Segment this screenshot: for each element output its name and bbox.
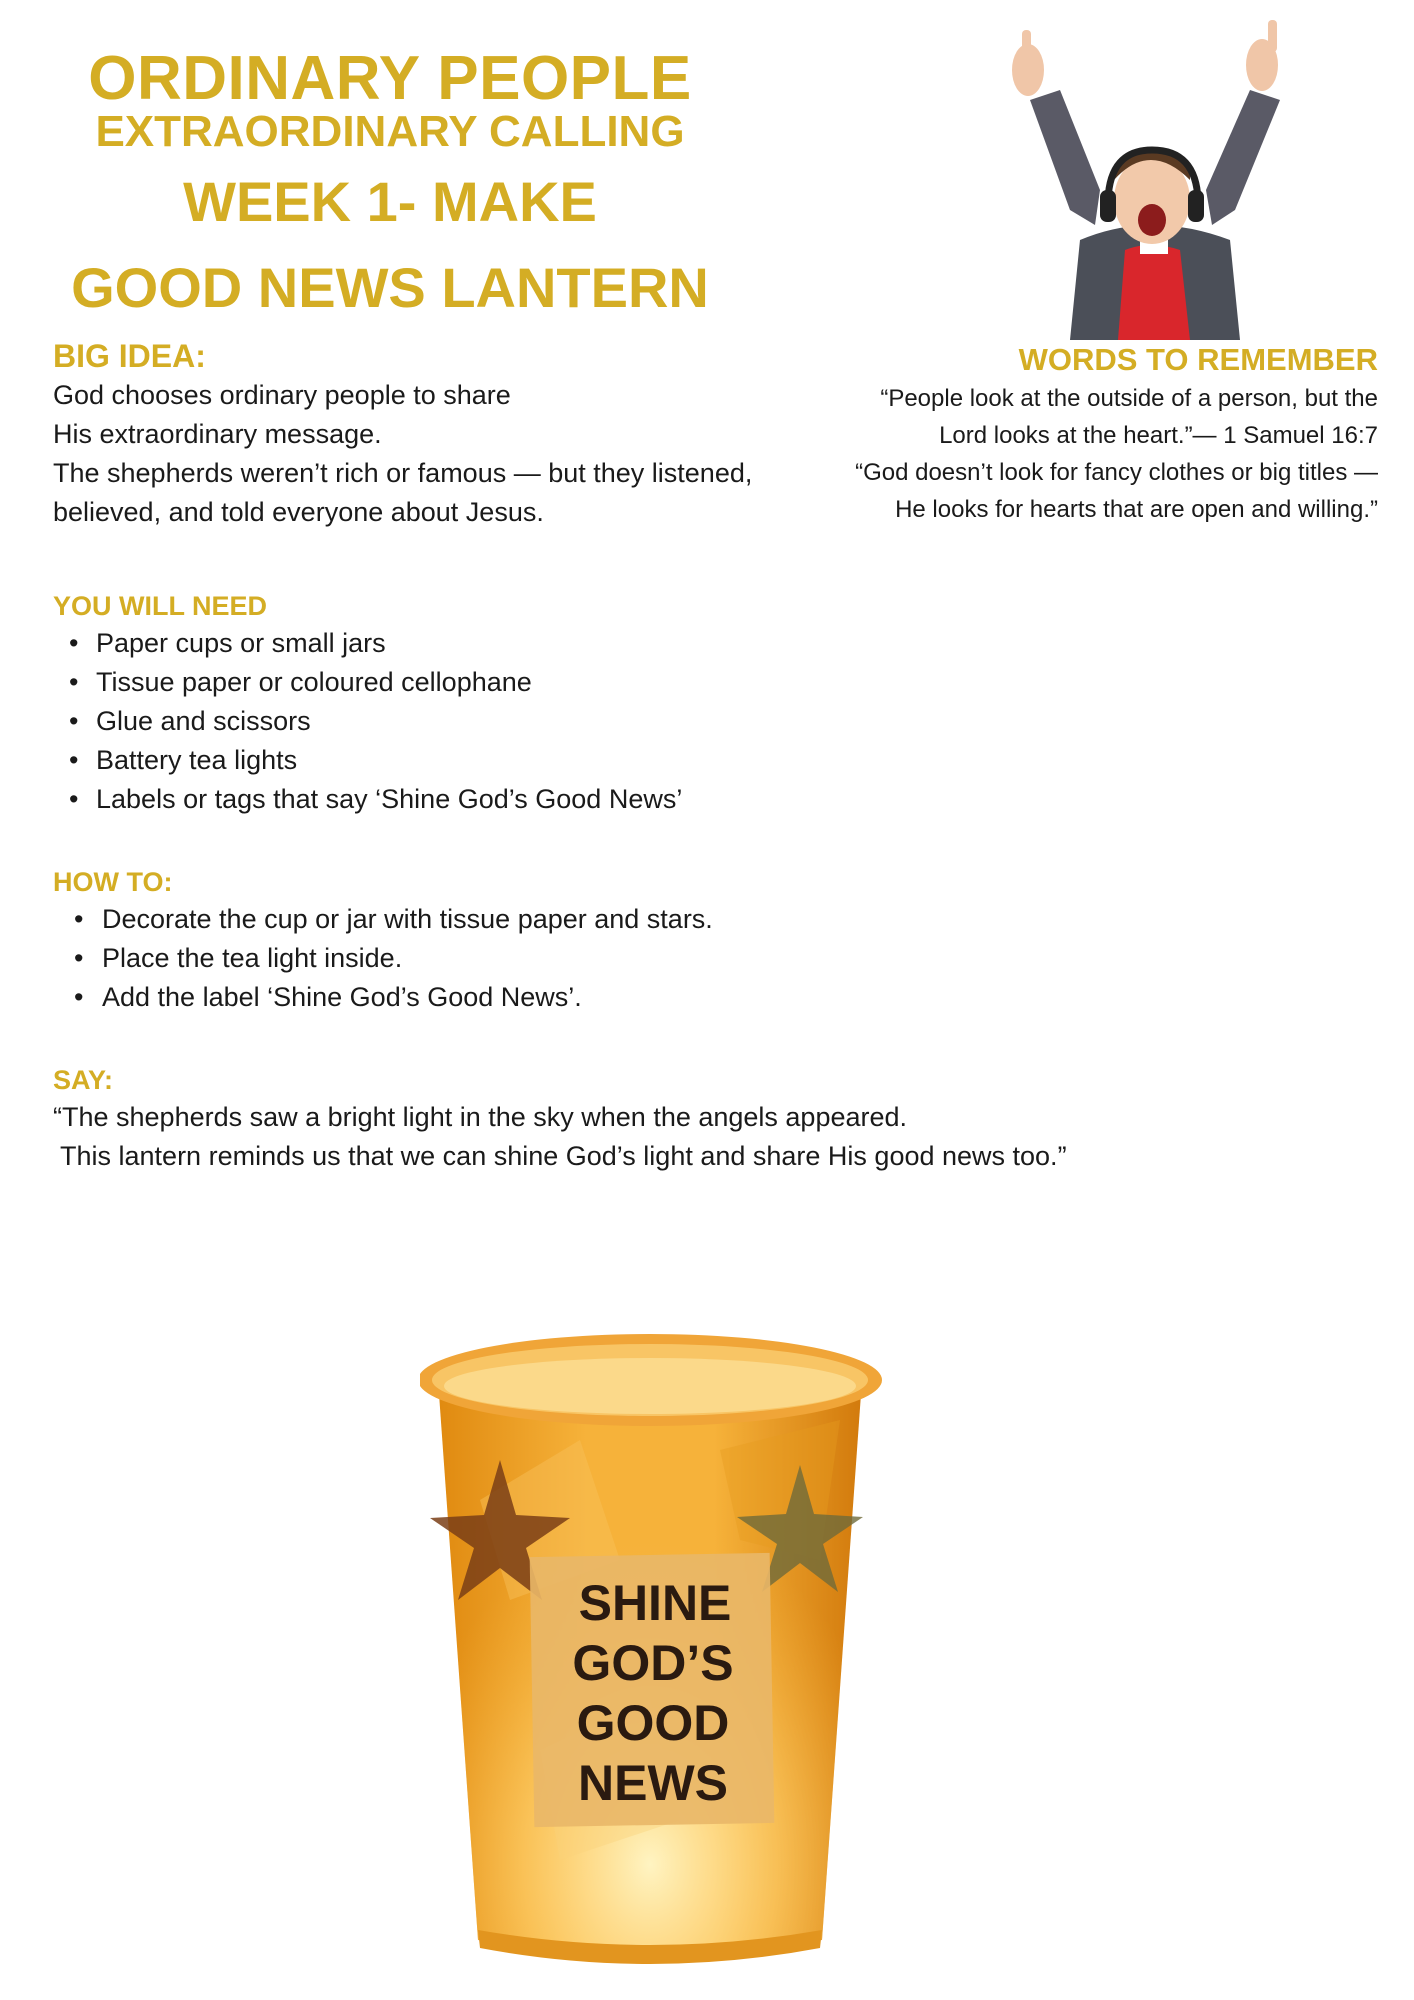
memory-verse-line: He looks for hearts that are open and willing.” xyxy=(895,496,1378,523)
list-item: • Place the tea light inside. xyxy=(53,939,713,978)
list-item: • Glue and scissors xyxy=(53,702,682,741)
lantern-label-line: NEWS xyxy=(578,1755,728,1811)
how-to-section xyxy=(53,864,713,1017)
list-item: • Battery tea lights xyxy=(53,741,682,780)
words-to-remember-section xyxy=(738,340,1378,528)
big-idea-heading: BIG IDEA: xyxy=(53,338,206,374)
list-item: • Tissue paper or coloured cellophane xyxy=(53,663,682,702)
big-idea-line: God chooses ordinary people to share xyxy=(53,380,511,410)
say-heading: SAY: xyxy=(53,1065,114,1095)
lantern-label-line: GOOD xyxy=(576,1695,730,1751)
lantern-label-line: SHINE xyxy=(578,1575,732,1631)
page-title xyxy=(50,44,730,320)
you-will-need-section xyxy=(53,588,682,819)
title-line-3: WEEK 1- MAKE xyxy=(183,170,597,233)
good-news-lantern-image xyxy=(420,1300,920,1980)
list-item: • Decorate the cup or jar with tissue paper and stars. xyxy=(53,900,713,939)
you-will-need-heading: YOU WILL NEED xyxy=(53,591,268,621)
say-section xyxy=(53,1062,1253,1176)
say-line: This lantern reminds us that we can shine God’s light and share His good news too.” xyxy=(53,1141,1067,1171)
list-item: • Labels or tags that say ‘Shine God’s Good News’ xyxy=(53,780,682,819)
list-item: • Add the label ‘Shine God’s Good News’. xyxy=(53,978,713,1017)
words-to-remember-heading: WORDS TO REMEMBER xyxy=(1018,342,1378,377)
big-idea-line: The shepherds weren’t rich or famous — but they listened, xyxy=(53,458,753,488)
big-idea-line: His extraordinary message. xyxy=(53,419,382,449)
steps-list xyxy=(53,900,713,1017)
memory-verse-line: “People look at the outside of a person, but the xyxy=(880,385,1378,412)
how-to-heading: HOW TO: xyxy=(53,867,173,897)
supplies-list xyxy=(53,624,682,819)
big-idea-line: believed, and told everyone about Jesus. xyxy=(53,497,544,527)
list-item: • Paper cups or small jars xyxy=(53,624,682,663)
title-line-4: GOOD NEWS LANTERN xyxy=(71,256,709,319)
cheering-boy-image xyxy=(1000,10,1310,340)
memory-verse-line: “God doesn’t look for fancy clothes or big titles — xyxy=(855,459,1378,486)
big-idea-section xyxy=(53,336,813,532)
title-line-1: ORDINARY PEOPLE xyxy=(88,44,692,113)
lantern-label-line: GOD’S xyxy=(572,1635,734,1691)
memory-verse-line: Lord looks at the heart.”— 1 Samuel 16:7 xyxy=(939,422,1378,449)
say-line: “The shepherds saw a bright light in the sky when the angels appeared. xyxy=(53,1102,908,1132)
title-line-2: EXTRAORDINARY CALLING xyxy=(95,107,685,156)
